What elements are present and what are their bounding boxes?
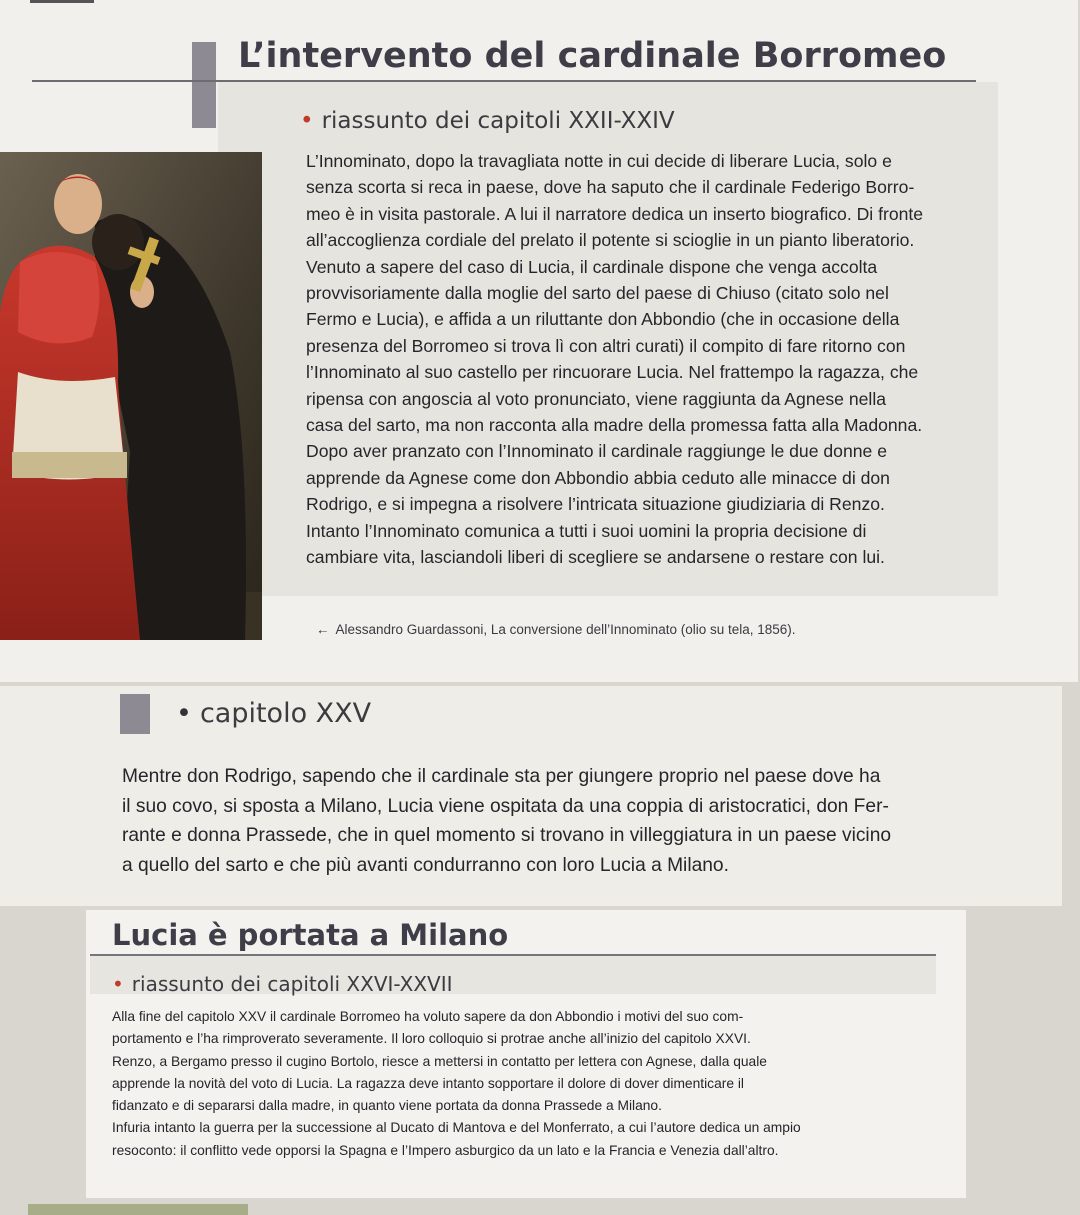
paragraph-line: Fermo e Lucia), e affida a un riluttante don Abbondio (che in occasione della	[306, 309, 900, 330]
section2-paragraph	[122, 762, 1032, 880]
paragraph-line: l’Innominato al suo castello per rincuorare Lucia. Nel frattempo la ragazza, che	[306, 362, 919, 383]
paragraph-line: a quello del sarto e che più avanti condurranno con loro Lucia a Milano.	[122, 854, 729, 876]
section1-paragraph	[306, 148, 974, 571]
paragraph-line: fidanzato e di separarsi dalla madre, in quanto viene portata da donna Prassede a Milano.	[112, 1098, 662, 1114]
paragraph-line: Renzo, a Bergamo presso il cugino Bortolo, riesce a mettersi in contatto per lettera con Agnese, dalla quale	[112, 1053, 767, 1069]
paragraph-line: Dopo aver pranzato con l’Innominato il cardinale raggiunge le due donne e	[306, 441, 887, 462]
paragraph-line: Mentre don Rodrigo, sapendo che il cardinale sta per giungere proprio nel paese dove ha	[122, 766, 881, 787]
paragraph-line: resoconto: il conflitto vede opporsi la Spagna e l’Impero asburgico da un lato e la Francia e Venezia dall’altro.	[112, 1142, 779, 1158]
paragraph-line: provvisoriamente dalla moglie del sarto del paese di Chiuso (citato solo nel	[306, 283, 889, 304]
section1-title: L’intervento del cardinale Borromeo	[238, 36, 947, 76]
section1-subtitle	[300, 108, 675, 134]
painting-conversione-innominato	[0, 152, 262, 640]
left-arrow-icon: ←	[316, 622, 330, 637]
paragraph-line: portamento e l’ha rimproverato severamente. Il loro colloquio si protrae anche all’inizio del capitolo XXVI.	[112, 1031, 751, 1047]
paragraph-line: Venuto a sapere del caso di Lucia, il cardinale dispone che venga accolta	[306, 256, 878, 277]
subtitle-accent-bar	[120, 694, 150, 734]
paragraph-line: apprende la novità del voto di Lucia. La ragazza deve intanto sopportare il dolore di dover dimenticare il	[112, 1075, 744, 1091]
section3-paragraph	[112, 1006, 944, 1162]
top-rule	[30, 0, 94, 3]
paragraph-line: rante e donna Prassede, che in quel momento si trovano in villeggiatura in un paese vicino	[122, 825, 892, 846]
section-lucia-milano	[86, 910, 966, 1198]
paragraph-line: casa del sarto, ma non racconta alla madre della promessa fatta alla Madonna.	[306, 415, 923, 436]
paragraph-line: apprende da Agnese come don Abbondio abbia ceduto alle minacce di don	[306, 467, 890, 488]
paragraph-line: cambiare vita, lasciandoli liberi di scegliere se andarsene o restare con lui.	[306, 547, 885, 568]
paragraph-line: il suo covo, si sposta a Milano, Lucia viene ospitata da una coppia di aristocratici, don Fer-	[122, 795, 889, 817]
paragraph-line: Infuria intanto la guerra per la successione al Ducato di Mantova e del Monferrato, a cui l’autore dedica un ampio	[112, 1120, 801, 1136]
bottom-color-strip	[28, 1204, 248, 1215]
caption-text: Alessandro Guardassoni, La conversione dell’Innominato (olio su tela, 1856).	[335, 622, 796, 637]
paragraph-line: presenza del Borromeo si trova lì con altri curati) il compito di fare ritorno con	[306, 335, 906, 356]
bullet-dot-icon: •	[300, 108, 314, 134]
section3-subtitle	[112, 972, 453, 996]
paragraph-line: Intanto l’Innominato comunica a tutti i suoi uomini la propria decisione di	[306, 520, 867, 541]
paragraph-line: Rodrigo, e si impegna a risolvere l’intricata situazione giudiziaria di Renzo.	[306, 494, 885, 515]
paragraph-line: all’accoglienza cordiale del prelato il potente si scioglie in un pianto liberatorio.	[306, 230, 915, 251]
bullet-dot-icon: •	[112, 972, 124, 996]
section1-subtitle-text: riassunto dei capitoli XXII-XXIV	[321, 108, 675, 134]
section2-subtitle	[176, 698, 371, 729]
painting-caption	[316, 622, 796, 637]
section2-subtitle-text: capitolo XXV	[199, 698, 372, 729]
paragraph-line: Alla fine del capitolo XXV il cardinale Borromeo ha voluto sapere da don Abbondio i motivi del suo com-	[112, 1009, 744, 1024]
paragraph-line: meo è in visita pastorale. A lui il narratore dedica un inserto biografico. Di fronte	[306, 203, 924, 224]
section3-title: Lucia è portata a Milano	[112, 918, 509, 952]
paragraph-line: senza scorta si reca in paese, dove ha saputo che il cardinale Federigo Borro-	[306, 177, 915, 198]
bullet-dot-icon: •	[176, 698, 192, 729]
paragraph-line: L’Innominato, dopo la travagliata notte in cui decide di liberare Lucia, solo e	[306, 151, 892, 171]
section3-subtitle-text: riassunto dei capitoli XXVI-XXVII	[131, 972, 453, 996]
title-accent-bar	[192, 42, 216, 128]
paragraph-line: ripensa con angoscia al voto pronunciato, viene raggiunta da Agnese nella	[306, 388, 887, 409]
section-capitolo-xxv	[0, 686, 1062, 906]
